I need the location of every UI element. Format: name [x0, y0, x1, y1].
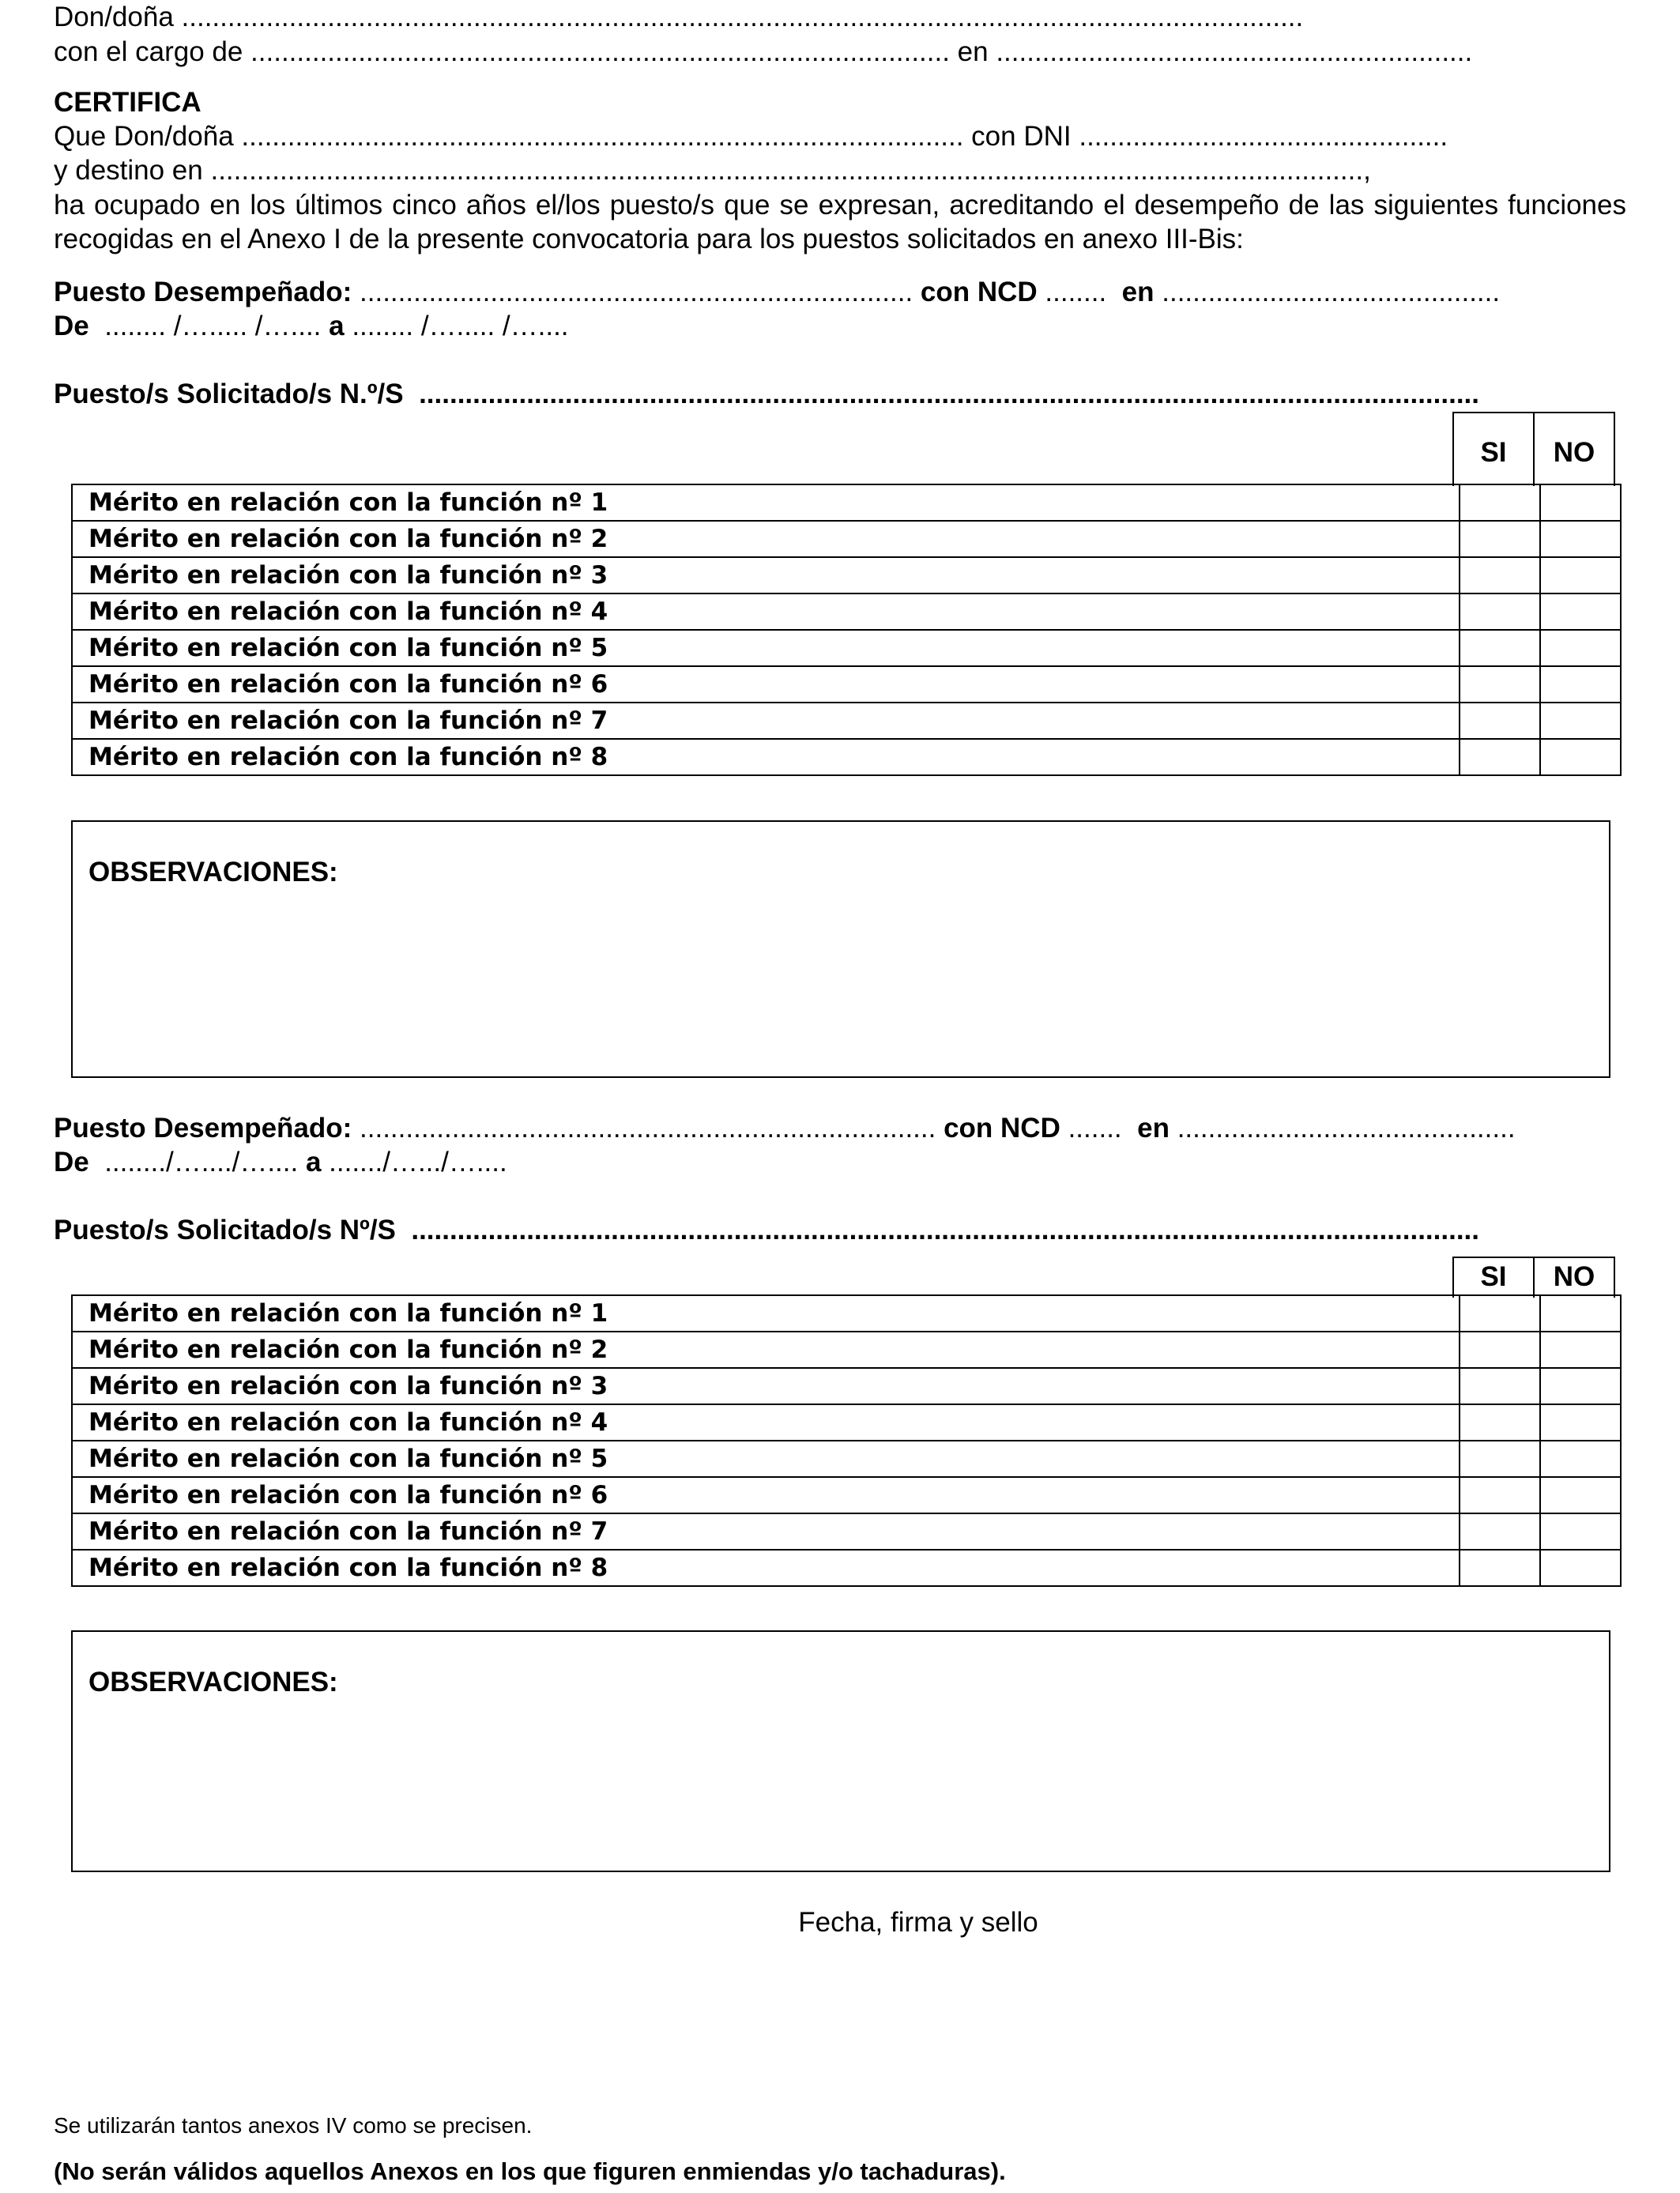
si-checkbox-cell[interactable] — [1460, 1550, 1540, 1586]
merits-table-2 — [71, 1294, 1622, 1587]
si-checkbox-cell[interactable] — [1460, 703, 1540, 739]
merit-label: Mérito en relación con la función nº 2 — [72, 1332, 1460, 1368]
puesto-desempenado-line-1 — [54, 277, 1500, 308]
si-checkbox-cell[interactable] — [1460, 1477, 1540, 1513]
no-checkbox-cell[interactable] — [1540, 703, 1621, 739]
si-checkbox-cell[interactable] — [1460, 521, 1540, 557]
no-checkbox-cell[interactable] — [1540, 521, 1621, 557]
merit-label: Mérito en relación con la función nº 3 — [72, 1368, 1460, 1404]
merit-label: Mérito en relación con la función nº 4 — [72, 593, 1460, 630]
destino-line: y destino en ......................................................................................................................................................, — [54, 155, 1371, 186]
en-label: en — [1129, 1113, 1170, 1144]
no-checkbox-cell[interactable] — [1540, 1332, 1621, 1368]
de-dots-to: ......./….../….... — [321, 1147, 507, 1178]
footer-note: Se utilizarán tantos anexos IV como se precisen. — [54, 2113, 533, 2138]
puesto-solicitado-label: Puesto/s Solicitado/s Nº/S — [54, 1215, 396, 1245]
merit-label: Mérito en relación con la función nº 6 — [72, 666, 1460, 703]
de-fecha-line-2 — [54, 1147, 507, 1178]
puesto-solicitado-line-1 — [54, 379, 1479, 410]
merit-label: Mérito en relación con la función nº 8 — [72, 1550, 1460, 1586]
table-row — [72, 666, 1621, 703]
que-don-dona-line: Que Don/doña .............................................................................................. con DNI ................................................ — [54, 121, 1448, 152]
de-dots-from: ........ /…..... /….... — [96, 311, 330, 341]
observaciones-label: OBSERVACIONES: — [89, 1667, 338, 1698]
observaciones-box-2[interactable] — [71, 1630, 1610, 1872]
si-checkbox-cell[interactable] — [1460, 1368, 1540, 1404]
no-checkbox-cell[interactable] — [1540, 1513, 1621, 1550]
merit-label: Mérito en relación con la función nº 7 — [72, 1513, 1460, 1550]
table-row — [72, 703, 1621, 739]
no-checkbox-cell[interactable] — [1540, 1441, 1621, 1477]
si-checkbox-cell[interactable] — [1460, 593, 1540, 630]
no-checkbox-cell[interactable] — [1540, 630, 1621, 666]
merit-label: Mérito en relación con la función nº 7 — [72, 703, 1460, 739]
en-dots: ............................................ — [1169, 1113, 1516, 1144]
table-row — [72, 1295, 1621, 1332]
no-checkbox-cell[interactable] — [1540, 739, 1621, 775]
de-label: De — [54, 1147, 97, 1178]
de-label: De — [54, 311, 97, 341]
table-row — [72, 1441, 1621, 1477]
don-dona-line: Don/doña .................................................................................................................................................. — [54, 2, 1304, 32]
table-row — [72, 557, 1621, 593]
merits-table-1 — [71, 484, 1622, 776]
de-dots-from: ......../…..../….... — [96, 1147, 306, 1178]
cargo-line: con el cargo de ........................................................................................... en .............................................................. — [54, 36, 1473, 67]
merit-label: Mérito en relación con la función nº 5 — [72, 630, 1460, 666]
table-row — [72, 1332, 1621, 1368]
table-row — [72, 1404, 1621, 1441]
puesto-solicitado-label: Puesto/s Solicitado/s N.º/S — [54, 379, 404, 409]
si-checkbox-cell[interactable] — [1460, 484, 1540, 521]
si-checkbox-cell[interactable] — [1460, 1332, 1540, 1368]
table-row — [72, 1477, 1621, 1513]
en-dots: ............................................ — [1154, 277, 1501, 307]
merit-label: Mérito en relación con la función nº 5 — [72, 1441, 1460, 1477]
observaciones-label: OBSERVACIONES: — [89, 857, 338, 887]
no-checkbox-cell[interactable] — [1540, 1477, 1621, 1513]
si-no-header-1 — [1452, 412, 1615, 486]
merit-label: Mérito en relación con la función nº 8 — [72, 739, 1460, 775]
si-checkbox-cell[interactable] — [1460, 557, 1540, 593]
puesto-desempenado-line-2 — [54, 1113, 1516, 1144]
en-label: en — [1113, 277, 1155, 307]
si-checkbox-cell[interactable] — [1460, 666, 1540, 703]
si-checkbox-cell[interactable] — [1460, 1513, 1540, 1550]
ncd-label: con NCD — [913, 277, 1038, 307]
ncd-label: con NCD — [936, 1113, 1060, 1144]
no-checkbox-cell[interactable] — [1540, 557, 1621, 593]
table-row — [72, 739, 1621, 775]
puesto-solicitado-line-2 — [54, 1215, 1479, 1246]
puesto-solicitado-dots: .......................................................................................................................................... — [403, 379, 1480, 409]
si-checkbox-cell[interactable] — [1460, 630, 1540, 666]
a-label: a — [305, 1147, 322, 1178]
table-row — [72, 1513, 1621, 1550]
puesto-dots: ........................................................................... — [352, 1113, 936, 1144]
certification-paragraph: ha ocupado en los últimos cinco años el/los puesto/s que se expresan, acreditando el desempeño de las siguientes funciones recogidas en el Anexo I de la presente convocatoria para los puestos solicitados en anexo III-Bis: — [54, 190, 1626, 254]
ncd-dots: ........ — [1037, 277, 1114, 307]
ncd-dots: ....... — [1060, 1113, 1130, 1144]
table-row — [72, 1550, 1621, 1586]
puesto-desempenado-label: Puesto Desempeñado: — [54, 277, 352, 307]
table-row — [72, 630, 1621, 666]
merit-label: Mérito en relación con la función nº 1 — [72, 1295, 1460, 1332]
si-checkbox-cell[interactable] — [1460, 739, 1540, 775]
merit-label: Mérito en relación con la función nº 6 — [72, 1477, 1460, 1513]
table-row — [72, 484, 1621, 521]
observaciones-box-1[interactable] — [71, 820, 1610, 1078]
puesto-desempenado-label: Puesto Desempeñado: — [54, 1113, 352, 1144]
no-checkbox-cell[interactable] — [1540, 593, 1621, 630]
si-checkbox-cell[interactable] — [1460, 1441, 1540, 1477]
merit-label: Mérito en relación con la función nº 4 — [72, 1404, 1460, 1441]
si-no-header-2 — [1452, 1257, 1615, 1298]
si-header: SI — [1480, 1261, 1507, 1292]
puesto-solicitado-dots: ........................................................................................................................................... — [395, 1215, 1479, 1245]
merit-label: Mérito en relación con la función nº 1 — [72, 484, 1460, 521]
no-header: NO — [1553, 1261, 1595, 1292]
no-checkbox-cell[interactable] — [1540, 484, 1621, 521]
de-dots-to: ........ /…..... /….... — [344, 311, 569, 341]
no-checkbox-cell[interactable] — [1540, 1368, 1621, 1404]
puesto-dots: ........................................................................ — [352, 277, 913, 307]
si-header: SI — [1480, 437, 1507, 468]
a-label: a — [329, 311, 345, 341]
table-row — [72, 1368, 1621, 1404]
table-row — [72, 521, 1621, 557]
no-checkbox-cell[interactable] — [1540, 1550, 1621, 1586]
de-fecha-line-1 — [54, 311, 569, 342]
si-checkbox-cell[interactable] — [1460, 1404, 1540, 1441]
no-header: NO — [1553, 437, 1595, 468]
footer-warning: (No serán válidos aquellos Anexos en los que figuren enmiendas y/o tachaduras). — [54, 2157, 1006, 2185]
merit-label: Mérito en relación con la función nº 2 — [72, 521, 1460, 557]
table-row — [72, 593, 1621, 630]
no-checkbox-cell[interactable] — [1540, 1295, 1621, 1332]
no-checkbox-cell[interactable] — [1540, 666, 1621, 703]
signature-line: Fecha, firma y sello — [798, 1907, 1038, 1938]
no-checkbox-cell[interactable] — [1540, 1404, 1621, 1441]
si-checkbox-cell[interactable] — [1460, 1295, 1540, 1332]
certifica-heading: CERTIFICA — [54, 87, 202, 118]
merit-label: Mérito en relación con la función nº 3 — [72, 557, 1460, 593]
